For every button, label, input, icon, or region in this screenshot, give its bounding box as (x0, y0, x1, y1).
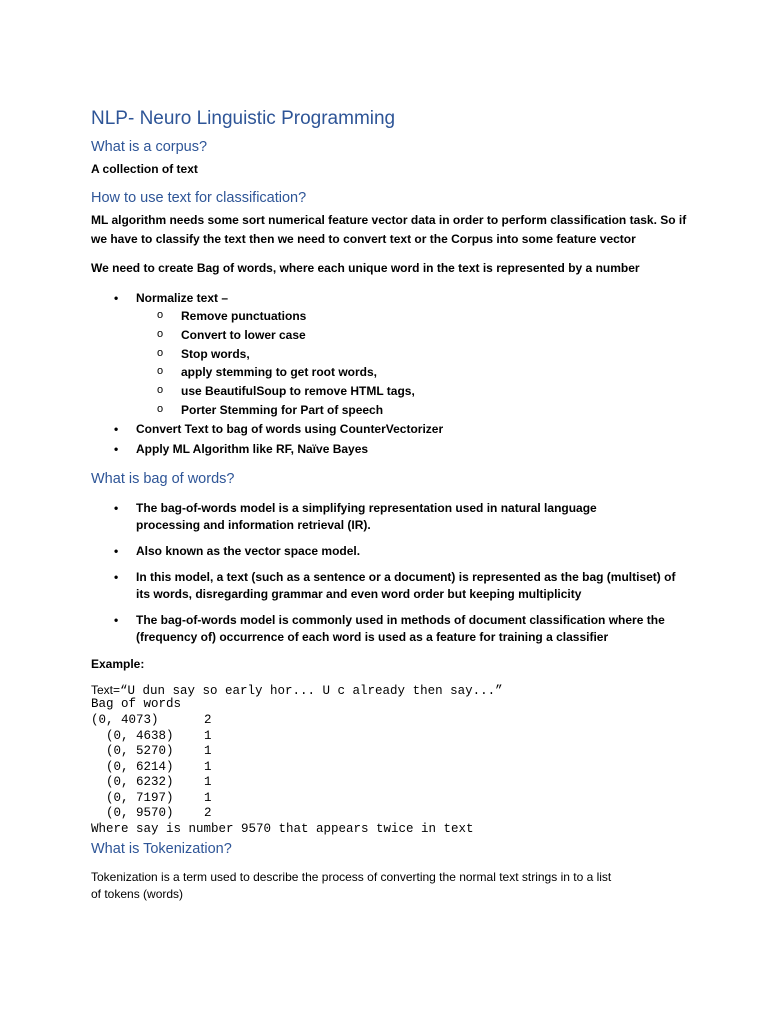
bow-bullet-3-line-2: its words, disregarding grammar and even word order but keeping multiplicity (136, 587, 582, 601)
table-row-count: 1 (204, 729, 212, 743)
example-label: Example: (91, 657, 145, 671)
corpus-definition: A collection of text (91, 162, 198, 176)
table-row-count: 2 (204, 806, 212, 820)
bullet-normalize-text: • Normalize text – (136, 289, 228, 307)
bullet-convert-text: • Convert Text to bag of words using CounterVectorizer (136, 420, 443, 438)
sub-bullet-item: o Porter Stemming for Part of speech (181, 401, 383, 419)
table-row-count: 1 (204, 775, 212, 789)
bow-bullet-1-line-1: • The bag-of-words model is a simplifying representation used in natural language (136, 500, 597, 517)
example-text-value: “U dun say so early hor... U c already then say...” (120, 684, 503, 698)
table-row-key: (0, 6214) (106, 760, 174, 774)
classification-paragraph-line-2: we have to classify the text then we need to convert text or the Corpus into some feature vector (91, 232, 636, 246)
table-row-key: (0, 7197) (106, 791, 174, 805)
table-row-key: (0, 4638) (106, 729, 174, 743)
table-row-count: 1 (204, 744, 212, 758)
classification-heading: How to use text for classification? (91, 190, 307, 206)
tokenization-line-1: Tokenization is a term used to describe the process of converting the normal text strings in to a list (91, 870, 612, 884)
sub-bullet-item: o Convert to lower case (181, 326, 306, 344)
table-row-key: (0, 5270) (106, 744, 174, 758)
sub-bullet-item: o Remove punctuations (181, 307, 306, 325)
table-row-key: (0, 6232) (106, 775, 174, 789)
bow-bullet-2: • Also known as the vector space model. (136, 543, 360, 560)
tokenization-line-2: of tokens (words) (91, 887, 184, 901)
tokenization-heading: What is Tokenization? (91, 841, 232, 857)
table-row-count: 1 (204, 791, 212, 805)
classification-paragraph-line-1: ML algorithm needs some sort numerical feature vector data in order to perform classification task. So if (91, 213, 687, 227)
bow-bullet-4-line-1: • The bag-of-words model is commonly used in methods of document classification where the (136, 612, 665, 629)
bag-of-words-intro: We need to create Bag of words, where each unique word in the text is represented by a number (91, 261, 640, 275)
example-text-label: Text= (91, 683, 121, 697)
bag-of-words-heading: What is bag of words? (91, 471, 235, 487)
table-row-count: 2 (204, 713, 212, 727)
table-row-key: (0, 9570) (106, 806, 174, 820)
bow-bullet-3-line-1: • In this model, a text (such as a sentence or a document) is represented as the bag (multiset) of (136, 569, 675, 586)
table-row-count: 1 (204, 760, 212, 774)
page-title: NLP- Neuro Linguistic Programming (91, 108, 396, 129)
sub-bullet-item: o Stop words, (181, 345, 250, 363)
table-row-key: (0, 4073) (91, 713, 159, 727)
example-footnote: Where say is number 9570 that appears twice in text (91, 822, 474, 836)
sub-bullet-item: o use BeautifulSoup to remove HTML tags, (181, 382, 415, 400)
bag-of-words-label: Bag of words (91, 697, 182, 711)
corpus-heading: What is a corpus? (91, 139, 208, 155)
bow-bullet-1-line-2: processing and information retrieval (IR). (136, 518, 371, 532)
bullet-apply-ml: • Apply ML Algorithm like RF, Naïve Bayes (136, 440, 368, 458)
sub-bullet-item: o apply stemming to get root words, (181, 363, 377, 381)
bow-bullet-4-line-2: (frequency of) occurrence of each word is used as a feature for training a classifier (136, 630, 609, 644)
